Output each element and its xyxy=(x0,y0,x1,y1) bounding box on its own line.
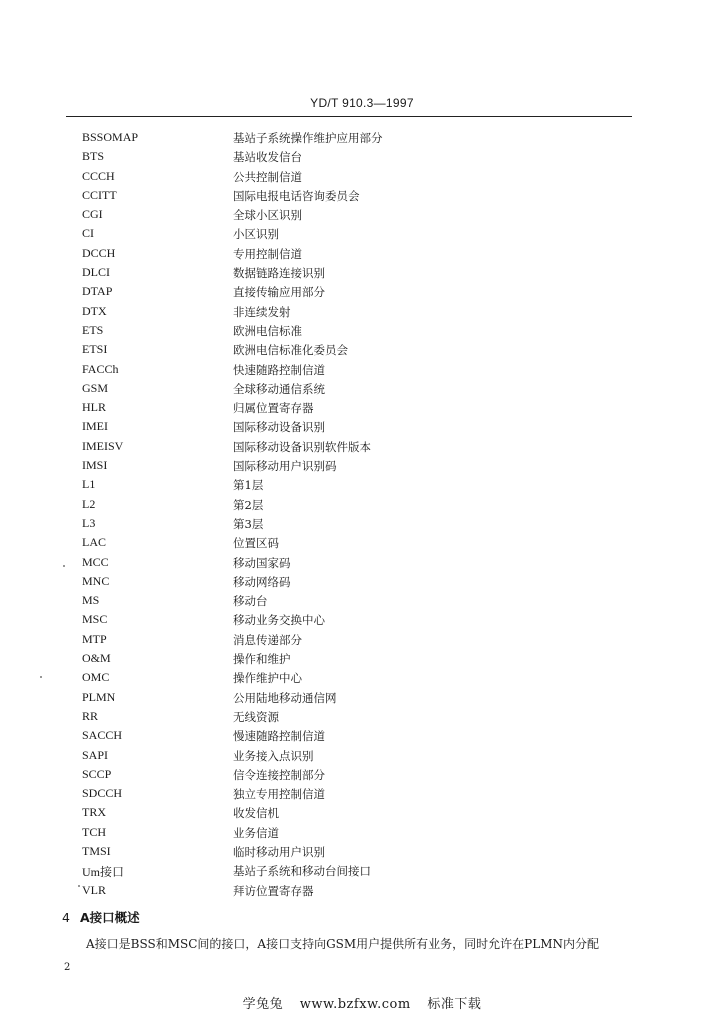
abbreviation-definition: 操作维护中心 xyxy=(233,671,302,686)
abbreviation-definition: 公共控制信道 xyxy=(233,169,302,184)
footer-url[interactable]: www.bzfxw.com xyxy=(299,997,411,1012)
abbreviation-term: DTAP xyxy=(82,284,113,299)
scan-speck xyxy=(63,565,65,567)
header-rule xyxy=(66,116,632,117)
section-heading xyxy=(62,908,140,926)
abbreviation-row xyxy=(0,342,724,361)
abbreviation-definition: 非连续发射 xyxy=(233,304,291,319)
abbreviation-term: LAC xyxy=(82,535,106,550)
abbreviation-row xyxy=(0,400,724,419)
abbreviation-term: IMSI xyxy=(82,458,108,473)
abbreviation-definition: 操作和维护 xyxy=(233,652,291,667)
abbreviation-row xyxy=(0,439,724,458)
abbreviation-term: L1 xyxy=(82,477,96,492)
abbreviation-term: MTP xyxy=(82,631,107,646)
abbreviation-term: MNC xyxy=(82,573,110,588)
abbreviation-definition: 移动国家码 xyxy=(233,555,291,570)
abbreviation-row xyxy=(0,130,724,149)
footer-site-name: 学兔兔 xyxy=(242,997,284,1012)
abbreviation-term: Um接口 xyxy=(82,865,125,880)
abbreviation-row xyxy=(0,362,724,381)
abbreviation-row xyxy=(0,555,724,574)
abbreviation-term: DTX xyxy=(82,303,107,318)
abbreviation-definition: 基站子系统和移动台间接口 xyxy=(233,864,371,879)
abbreviation-term: IMEI xyxy=(82,419,108,434)
abbreviation-definition: 第3层 xyxy=(233,516,264,531)
abbreviation-term: PLMN xyxy=(82,689,116,704)
abbreviation-term: DLCI xyxy=(82,265,110,280)
abbreviation-row xyxy=(0,632,724,651)
abbreviation-row xyxy=(0,651,724,670)
abbreviation-row xyxy=(0,149,724,168)
section-title: A接口概述 xyxy=(79,910,140,925)
abbreviation-row xyxy=(0,458,724,477)
abbreviation-term: MCC xyxy=(82,554,109,569)
abbreviation-definition: 慢速随路控制信道 xyxy=(233,729,325,744)
abbreviation-row xyxy=(0,207,724,226)
abbreviation-definition: 无线资源 xyxy=(233,709,279,724)
abbreviation-term: O&M xyxy=(82,651,111,666)
abbreviation-definition: 小区识别 xyxy=(233,227,279,242)
abbreviation-term: CCCH xyxy=(82,168,115,183)
abbreviation-row xyxy=(0,188,724,207)
abbreviation-definition: 消息传递部分 xyxy=(233,632,302,647)
abbreviation-row xyxy=(0,805,724,824)
abbreviation-definition: 公用陆地移动通信网 xyxy=(233,690,337,705)
abbreviation-definition: 业务接入点识别 xyxy=(233,748,314,763)
abbreviation-row xyxy=(0,593,724,612)
abbreviation-term: CGI xyxy=(82,207,103,222)
abbreviation-term: ETSI xyxy=(82,342,108,357)
document-header: YD/T 910.3—1997 xyxy=(310,96,414,110)
abbreviation-definition: 全球小区识别 xyxy=(233,208,302,223)
abbreviation-term: SACCH xyxy=(82,728,123,743)
abbreviation-term: TRX xyxy=(82,805,106,820)
abbreviation-definition: 专用控制信道 xyxy=(233,246,302,261)
abbreviation-row xyxy=(0,825,724,844)
abbreviation-definition: 归属位置寄存器 xyxy=(233,401,314,416)
scan-speck xyxy=(78,885,80,887)
page-number: 2 xyxy=(64,962,71,973)
abbreviation-definition: 收发信机 xyxy=(233,806,279,821)
abbreviation-term: CI xyxy=(82,226,94,241)
abbreviation-term: TMSI xyxy=(82,843,111,858)
abbreviation-row xyxy=(0,709,724,728)
abbreviation-row xyxy=(0,226,724,245)
abbreviation-definition: 快速随路控制信道 xyxy=(233,362,325,377)
abbreviation-definition: 位置区码 xyxy=(233,536,279,551)
abbreviation-definition: 数据链路连接识别 xyxy=(233,266,325,281)
body-paragraph: A接口是BSS和MSC间的接口，A接口支持向GSM用户提供所有业务，同时允许在PLMN内分配 xyxy=(86,937,599,951)
abbreviation-term: SCCP xyxy=(82,766,112,781)
abbreviation-definition: 国际移动用户识别码 xyxy=(233,459,337,474)
abbreviation-row xyxy=(0,304,724,323)
abbreviation-row xyxy=(0,883,724,902)
abbreviation-term: GSM xyxy=(82,380,109,395)
abbreviation-term: SDCCH xyxy=(82,786,123,801)
abbreviation-term: BTS xyxy=(82,149,105,164)
abbreviation-definition: 国际移动设备识别 xyxy=(233,420,325,435)
abbreviation-term: RR xyxy=(82,708,99,723)
abbreviation-term: FACCh xyxy=(82,361,119,376)
abbreviation-definition: 基站收发信台 xyxy=(233,150,302,165)
abbreviation-row xyxy=(0,786,724,805)
abbreviation-row xyxy=(0,574,724,593)
scan-speck xyxy=(40,676,42,678)
abbreviation-definition: 信令连接控制部分 xyxy=(233,767,325,782)
section-number: 4 xyxy=(62,910,70,925)
abbreviation-row xyxy=(0,246,724,265)
abbreviation-definition: 基站子系统操作维护应用部分 xyxy=(233,131,383,145)
abbreviation-row xyxy=(0,265,724,284)
abbreviation-term: L2 xyxy=(82,496,96,511)
abbreviation-term: IMEISV xyxy=(82,438,124,453)
abbreviation-row xyxy=(0,767,724,786)
abbreviation-definition: 独立专用控制信道 xyxy=(233,787,325,802)
abbreviation-definition: 移动台 xyxy=(233,594,268,609)
abbreviation-term: TCH xyxy=(82,824,106,839)
abbreviation-list xyxy=(0,130,724,902)
abbreviation-row xyxy=(0,670,724,689)
abbreviation-row xyxy=(0,169,724,188)
abbreviation-term: MS xyxy=(82,593,100,608)
abbreviation-definition: 第1层 xyxy=(233,478,264,493)
abbreviation-row xyxy=(0,535,724,554)
abbreviation-row xyxy=(0,381,724,400)
abbreviation-definition: 全球移动通信系统 xyxy=(233,381,325,396)
footer-watermark xyxy=(0,993,724,1012)
abbreviation-term: MSC xyxy=(82,612,108,627)
abbreviation-definition: 移动业务交换中心 xyxy=(233,613,325,628)
abbreviation-definition: 国际移动设备识别软件版本 xyxy=(233,439,371,454)
abbreviation-term: CCITT xyxy=(82,187,117,202)
abbreviation-row xyxy=(0,748,724,767)
abbreviation-term: VLR xyxy=(82,882,106,897)
abbreviation-definition: 第2层 xyxy=(233,497,264,512)
abbreviation-definition: 直接传输应用部分 xyxy=(233,285,325,300)
abbreviation-row xyxy=(0,844,724,863)
abbreviation-term: L3 xyxy=(82,515,96,530)
abbreviation-row xyxy=(0,477,724,496)
abbreviation-definition: 移动网络码 xyxy=(233,574,291,589)
abbreviation-row xyxy=(0,612,724,631)
abbreviation-row xyxy=(0,284,724,303)
abbreviation-row xyxy=(0,323,724,342)
abbreviation-term: SAPI xyxy=(82,747,109,762)
abbreviation-row xyxy=(0,728,724,747)
footer-tagline: 标准下载 xyxy=(427,997,482,1012)
abbreviation-row xyxy=(0,516,724,535)
abbreviation-term: OMC xyxy=(82,670,110,685)
abbreviation-definition: 拜访位置寄存器 xyxy=(233,883,314,898)
abbreviation-definition: 欧洲电信标准 xyxy=(233,323,302,338)
abbreviation-row xyxy=(0,497,724,516)
abbreviation-row xyxy=(0,419,724,438)
abbreviation-row xyxy=(0,863,724,882)
abbreviation-term: HLR xyxy=(82,400,106,415)
abbreviation-row xyxy=(0,690,724,709)
abbreviation-definition: 国际电报电话咨询委员会 xyxy=(233,188,360,203)
abbreviation-definition: 临时移动用户识别 xyxy=(233,844,325,859)
abbreviation-definition: 业务信道 xyxy=(233,825,279,840)
abbreviation-term: ETS xyxy=(82,322,104,337)
abbreviation-definition: 欧洲电信标准化委员会 xyxy=(233,343,348,358)
abbreviation-term: DCCH xyxy=(82,245,116,260)
abbreviation-term: BSSOMAP xyxy=(82,130,139,144)
